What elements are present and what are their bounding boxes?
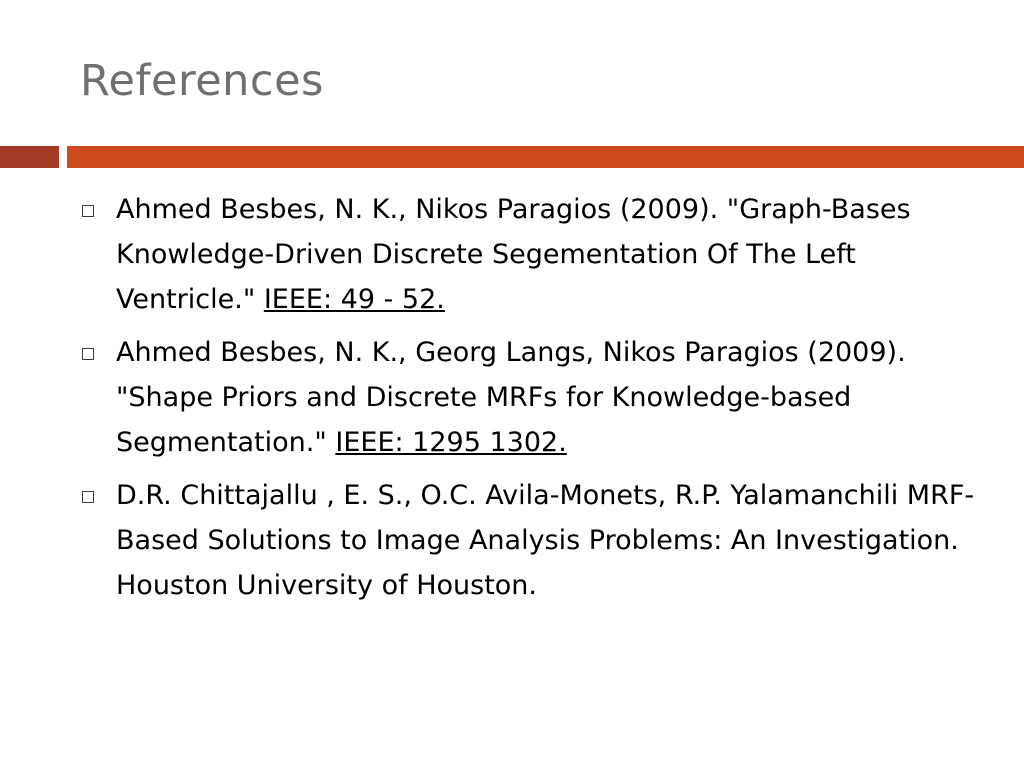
hollow-square-bullet-icon xyxy=(82,205,94,217)
reference-link[interactable]: IEEE: 1295 1302. xyxy=(335,427,567,458)
hollow-square-bullet-icon xyxy=(82,491,94,503)
reference-text: Ahmed Besbes, N. K., Nikos Paragios (2009). "Graph-Bases Knowledge-Driven Discrete Segementation Of The Left Ventricle." xyxy=(116,194,911,315)
slide-title: References xyxy=(80,56,324,106)
reference-link[interactable]: IEEE: 49 - 52. xyxy=(263,284,445,315)
reference-text: D.R. Chittajallu , E. S., O.C. Avila-Monets, R.P. Yalamanchili MRF-Based Solutions to Image Analysis Problems: An Investigation. Houston University of Houston. xyxy=(116,480,975,601)
hollow-square-bullet-icon xyxy=(82,348,94,360)
reference-item xyxy=(82,187,982,322)
reference-item xyxy=(82,473,982,608)
reference-text: Ahmed Besbes, N. K., Georg Langs, Nikos Paragios (2009). "Shape Priors and Discrete MRFs for Knowledge-based Segmentation." xyxy=(116,337,906,458)
title-rule-accent-left xyxy=(0,146,59,168)
reference-list xyxy=(82,187,982,616)
reference-item xyxy=(82,330,982,465)
title-rule-accent-main xyxy=(67,146,1024,168)
